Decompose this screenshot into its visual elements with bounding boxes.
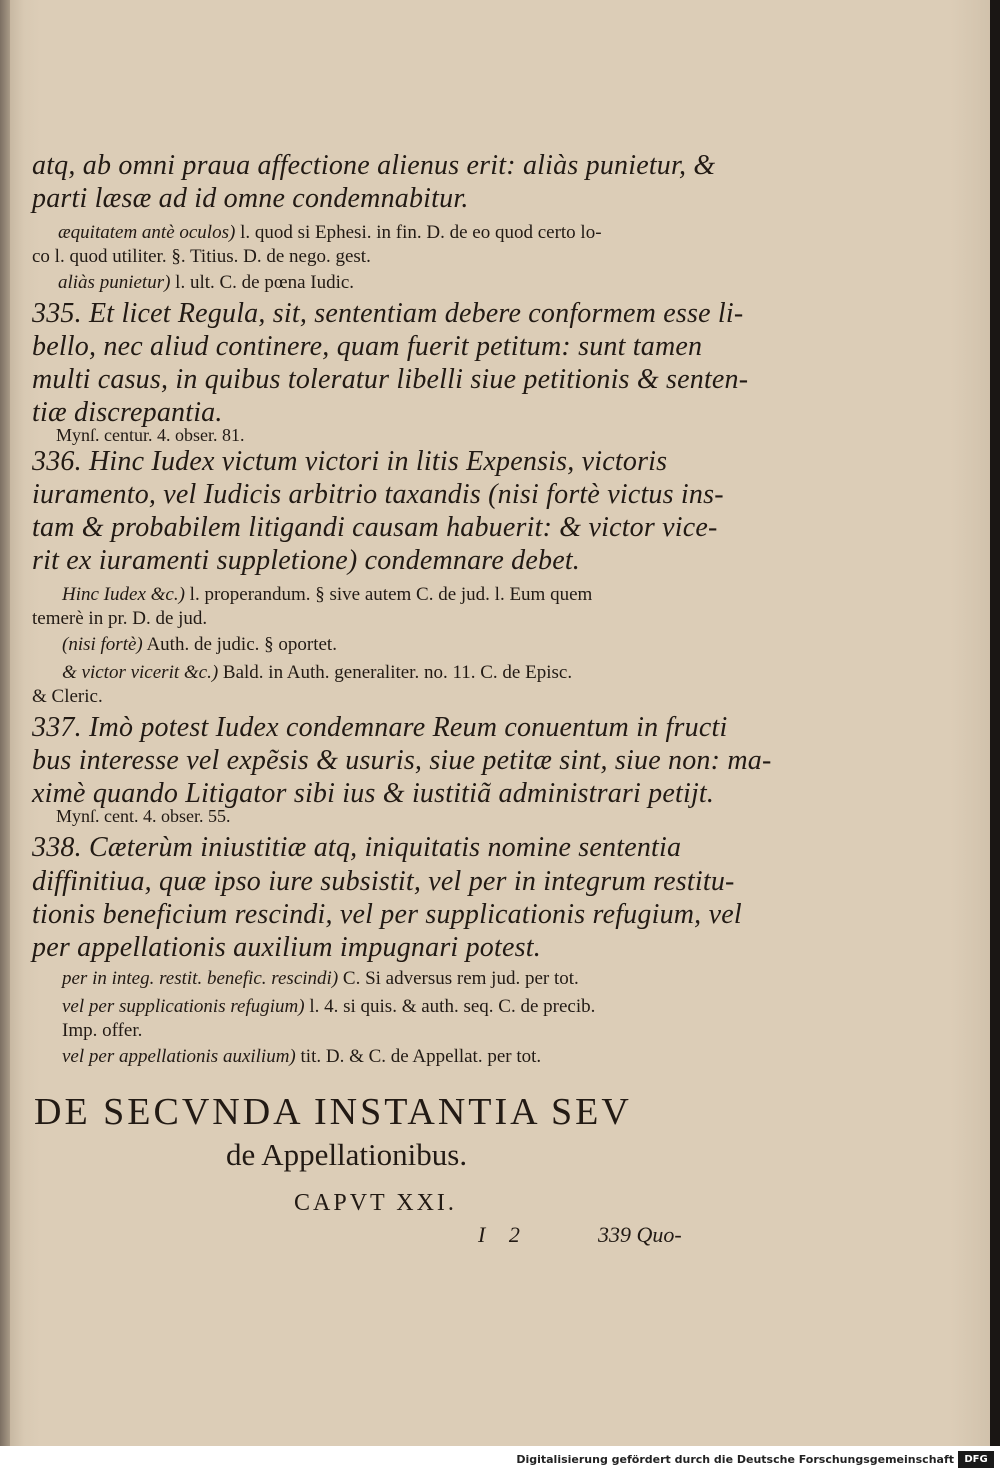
- line-text: l. ult. C. de pœna Iudic.: [175, 272, 355, 293]
- body-text-line: [32, 866, 735, 898]
- line-text: Auth. de judic. § oportet.: [146, 634, 337, 655]
- line-text: diffinitiua, quæ ipso iure subsistit, vel per in integrum restitu-: [32, 866, 735, 897]
- line-text: tionis beneficium rescindi, vel per supplicationis refugium, vel: [32, 899, 742, 930]
- reference-line: [56, 425, 244, 446]
- line-text: tit. D. & C. de Appellat. per tot.: [300, 1046, 542, 1067]
- funding-note: Digitalisierung gefördert durch die Deutsche Forschungsgemeinschaft: [516, 1453, 954, 1466]
- body-text-line: [32, 745, 772, 777]
- footnote-lemma: aliàs punietur): [58, 272, 171, 293]
- line-text: parti læsæ ad id omne condemnabitur.: [32, 183, 469, 214]
- dfg-logo-icon: DFG: [958, 1451, 994, 1468]
- line-text: rit ex iuramenti suppletione) condemnare debet.: [32, 545, 581, 576]
- footnote-lemma: Hinc Iudex &c.): [62, 584, 185, 605]
- line-text: bus interesse vel expẽsis & usuris, siue petitæ sint, siue non: ma-: [32, 745, 772, 776]
- line-text: temerè in pr. D. de jud.: [32, 608, 208, 629]
- catchword: 339 Quo-: [598, 1222, 682, 1247]
- page-gutter-shadow: [0, 0, 10, 1446]
- footnote-line: [62, 1020, 142, 1042]
- footnote-line: [32, 246, 371, 268]
- line-text: 337. Imò potest Iudex condemnare Reum conuentum in fructi: [32, 712, 728, 743]
- section-subheading: de Appellationibus.: [226, 1137, 468, 1172]
- footnote-line: [32, 686, 103, 708]
- line-text: 335. Et licet Regula, sit, sententiam debere conformem esse li-: [32, 298, 744, 329]
- body-text-line: [32, 899, 742, 931]
- line-text: co l. quod utiliter. §. Titius. D. de nego. gest.: [32, 246, 371, 267]
- signature-mark: I 2: [478, 1222, 520, 1247]
- line-text: Mynſ. cent. 4. obser. 55.: [56, 806, 231, 826]
- body-text-line: [32, 479, 724, 511]
- footnote-lemma: vel per supplicationis refugium): [62, 996, 305, 1017]
- line-text: l. properandum. § sive autem C. de jud. l. Eum quem: [189, 584, 593, 605]
- line-text: l. 4. si quis. & auth. seq. C. de precib.: [309, 996, 596, 1017]
- line-text: & Cleric.: [32, 686, 103, 707]
- footnote-line: [58, 272, 354, 294]
- body-text-line: [32, 364, 748, 396]
- footnote-line: [62, 996, 595, 1018]
- footnote-line: [62, 1046, 541, 1068]
- footnote-lemma: & victor vicerit &c.): [62, 662, 219, 683]
- line-text: Bald. in Auth. generaliter. no. 11. C. de Episc.: [222, 662, 573, 683]
- footnote-lemma: per in integ. restit. benefic. rescindi): [62, 968, 339, 989]
- chapter-title: CAPVT XXI.: [294, 1190, 457, 1216]
- section-heading: DE SECVNDA INSTANTIA SEV: [34, 1091, 632, 1133]
- footnote-line: [62, 634, 337, 656]
- footnote-line: [62, 662, 572, 684]
- body-text-line: [32, 545, 580, 577]
- body-text-line: [32, 832, 681, 864]
- body-text-line: [32, 150, 715, 182]
- line-text: tiæ discrepantia.: [32, 397, 223, 428]
- line-text: tam & probabilem litigandi causam habuerit: & victor vice-: [32, 512, 718, 543]
- line-text: Mynſ. centur. 4. obser. 81.: [56, 425, 245, 445]
- body-text-line: [32, 932, 541, 964]
- footnote-lemma: æquitatem antè oculos): [58, 222, 236, 243]
- footnote-line: [32, 608, 207, 630]
- line-text: C. Si adversus rem jud. per tot.: [342, 968, 579, 989]
- line-text: iuramento, vel Iudicis arbitrio taxandis (nisi fortè victus ins-: [32, 479, 724, 510]
- body-text-line: [32, 446, 667, 478]
- body-text-line: [32, 298, 743, 330]
- body-text-line: [32, 331, 702, 363]
- line-text: atq, ab omni praua affectione alienus erit: aliàs punietur, &: [32, 150, 716, 181]
- footnote-line: [58, 222, 602, 244]
- footnote-line: [62, 584, 592, 606]
- body-text-line: [32, 712, 727, 744]
- line-text: ximè quando Litigator sibi ius & iustitiã administrari petijt.: [32, 778, 715, 809]
- footnote-line: [62, 968, 579, 990]
- line-text: 338. Cæterùm iniustitiæ atq, iniquitatis nomine sententia: [32, 832, 682, 863]
- line-text: 336. Hinc Iudex victum victori in litis Expensis, victoris: [32, 446, 668, 477]
- line-text: Imp. offer.: [62, 1020, 143, 1041]
- reference-line: [56, 806, 230, 827]
- footnote-lemma: vel per appellationis auxilium): [62, 1046, 296, 1067]
- footnote-lemma: (nisi fortè): [62, 634, 143, 655]
- footer-bar: [0, 1446, 1000, 1474]
- line-text: per appellationis auxilium impugnari potest.: [32, 932, 541, 963]
- line-text: multi casus, in quibus toleratur libelli siue petitionis & senten-: [32, 364, 749, 395]
- body-text-line: [32, 512, 718, 544]
- body-text-line: [32, 183, 469, 215]
- line-text: l. quod si Ephesi. in fin. D. de eo quod certo lo-: [240, 222, 602, 243]
- line-text: bello, nec aliud continere, quam fuerit petitum: sunt tamen: [32, 331, 703, 362]
